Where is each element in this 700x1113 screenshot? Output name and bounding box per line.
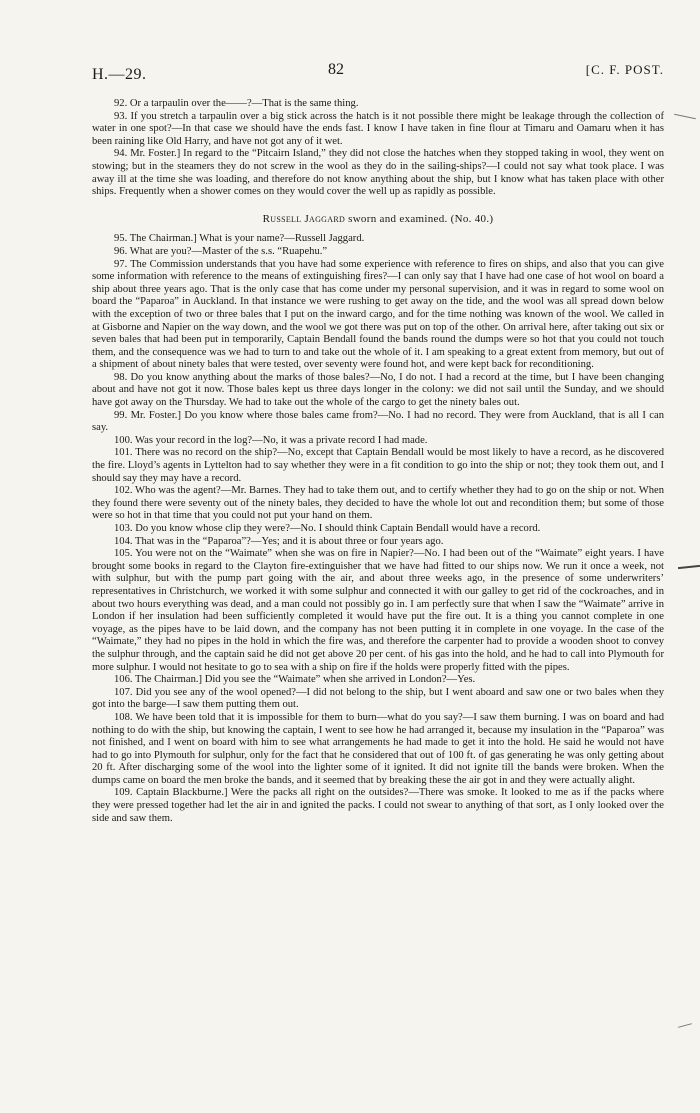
paragraph: 101. There was no record on the ship?—No, except that Captain Bendall would be most likely to have a record, as he discovered the fire. Lloyd’s agents in Lyttelton had to say whether they were in a fit condition to go into the ship or not; they took them out, and I should say they may have a record. [92, 447, 664, 484]
page-header [92, 58, 664, 84]
paragraph: 103. Do you know whose clip they were?—No. I should think Captain Bendall would have a record. [114, 523, 541, 534]
margin-mark [678, 1023, 692, 1028]
witness-heading [92, 213, 664, 226]
document-body [92, 98, 664, 825]
paragraph: 96. What are you?—Master of the s.s. “Ruapehu.” [114, 245, 328, 257]
page-number: 82 [328, 61, 344, 78]
witness-heading-rest: sworn and examined. (No. 40.) [345, 212, 494, 225]
margin-mark [674, 114, 696, 120]
paragraph: 107. Did you see any of the wool opened?—I did not belong to the ship, but I went aboard and saw one or two bales when they got into the barge—I saw them putting them out. [92, 686, 664, 711]
paragraph: 92. Or a tarpaulin over the——?—That is the same thing. [114, 98, 359, 109]
paragraph: 102. Who was the agent?—Mr. Barnes. They had to take them out, and to certify whether they had to go on the ship or not. When they found there were seventy out of the ninety bales, they decided to have the whole lot out and recondition them; but some of those were so hot in that time that you could not put your hand on them. [92, 485, 664, 522]
paragraph-group-bottom [92, 233, 664, 825]
document-reference: H.—29. [92, 66, 147, 83]
paragraph: 106. The Chairman.] Did you see the “Waimate” when she arrived in London?—Yes. [114, 674, 476, 686]
paragraph: 109. Captain Blackburne.] Were the packs all right on the outsides?—There was smoke. It looked to me as if the packs where they were pressed together had let the air in and ignited the packs. I could not swear to anything of that sort, as I only looked over the side and saw them. [92, 787, 664, 824]
witness-name: Russell Jaggard [262, 212, 346, 225]
paragraph: 93. If you stretch a tarpaulin over a big stick across the hatch is it not possible there might be leakage through the collection of water in one spot?—In that case we should have the ends fast. I know I have taken in fine flour at Timaru and Oamaru when it has been raining like Old Harry, and have not got any of it wet. [92, 110, 664, 147]
paragraph: 108. We have been told that it is impossible for them to burn—what do you say?—I saw them burning. I was on board and had nothing to do with the ship, but knowing the captain, I went to see how he had arranged it, because my insulation in the “Paparoa” was not finished, and I went on board with him to see what arrangements he had made to get it into the hold. He said he would not have had to go into Plymouth for sulphur, only for the fact that he considered that out of 100 ft. of gas generating he was only getting about 20 ft. After discharging some of the wool into the lighter some of it ignited. It did not ignite till the bands were broken. When the dumps came on board the men broke the bands, and it seemed that by breaking these the air got in and they were actually alight. [92, 711, 664, 786]
section-label: [C. F. POST. [585, 62, 664, 77]
paragraph: 97. The Commission understands that you have had some experience with reference to fires on ships, and also that you can give some information with reference to the means of extinguishing fires?—I can only say that I have had one case of hot wool on board a ship about three years ago. That is the only case that has come under my personal supervision, and it was in regard to some wool on board the “Paparoa” in Auckland. In that instance we were rushing to get away on the tide, and the wool was all spread down below with the exception of two or three bales that I put on the inward cargo, and for the time nothing was known of the wool. We called in at Gisborne and Napier on the way down, and the wool we got there was put on top of the other. On arrival here, after taking out six or seven bales that had been put in temporarily, Captain Bendall found the bands round the dumps were so hot that you could not touch them, and the consequence was we had to turn to and take out the whole of it. I am speaking to a great extent from memory, but out of a shipment of about ninety bales that were tested, over seventy were found hot, and were kept back for reconditioning. [92, 258, 664, 371]
paragraph: 95. The Chairman.] What is your name?—Russell Jaggard. [114, 233, 365, 245]
paragraph-group-top [92, 98, 664, 199]
paragraph: 98. Do you know anything about the marks of those bales?—No, I do not. I had a record at the time, but I have been changing about and have not got it now. Those bales kept us three days longer in the colony: we did not sail until the Sunday, and we should have got away on the Thursday. We had to take out the whole of the cargo to get the ninety bales out. [92, 371, 664, 409]
paragraph: 104. That was in the “Paparoa”?—Yes; and it is about three or four years ago. [114, 535, 444, 547]
margin-mark [678, 565, 700, 569]
paragraph: 100. Was your record in the log?—No, it was a private record I had made. [114, 434, 428, 446]
paragraph: 105. You were not on the “Waimate” when she was on fire in Napier?—No. I had been out of the “Waimate” eight years. I have brought some books in regard to the Clayton fire-extinguisher that we have had fitted to our ships now. We run it once a week, not with sulphur, but with the pump part going with the air, and about three weeks ago, in the presence of some underwriters’ representatives in Christchurch, we worked it with some sulphur and connected it with our galley to get rid of the cockroaches, and in about two hours everything was dead, and a man could not possibly go in. I am perfectly sure that when I saw the “Waimate” arrive in London if her insulation had been sufficiently completed it would have put the fire out. It is a thing you cannot complete in one voyage, as the pipes have to be laid down, and the company has not been putting it in complete in one voyage. In the case of the “Waimate,” they had no pipes in the hold in which the fire was, and therefore the carpenter had to provide a wooden shoot to convey the sulphur through, and the captain said he did not get above 20 per cent. of his gas into the hold, and he had to call into Plymouth for more sulphur. I would not hesitate to go to sea with a ship on fire if the holds were properly fitted with the pipes. [92, 548, 664, 673]
paragraph: 94. Mr. Foster.] In regard to the “Pitcairn Island,” they did not close the hatches when they stopped taking in wool, they went on stowing; but in the steamers they do not screw in the wool as they do in the sailing-ships?—I could not say what took place. I was away ill at the time she was loading, and therefore do not know anything about the ship, but I know what has taken place with other ships. Frequently when a shower comes on they would cover the well up as rapidly as possible. [92, 148, 664, 198]
paragraph: 99. Mr. Foster.] Do you know where those bales came from?—No. I had no record. They were from Auckland, that is all I can say. [92, 409, 664, 434]
